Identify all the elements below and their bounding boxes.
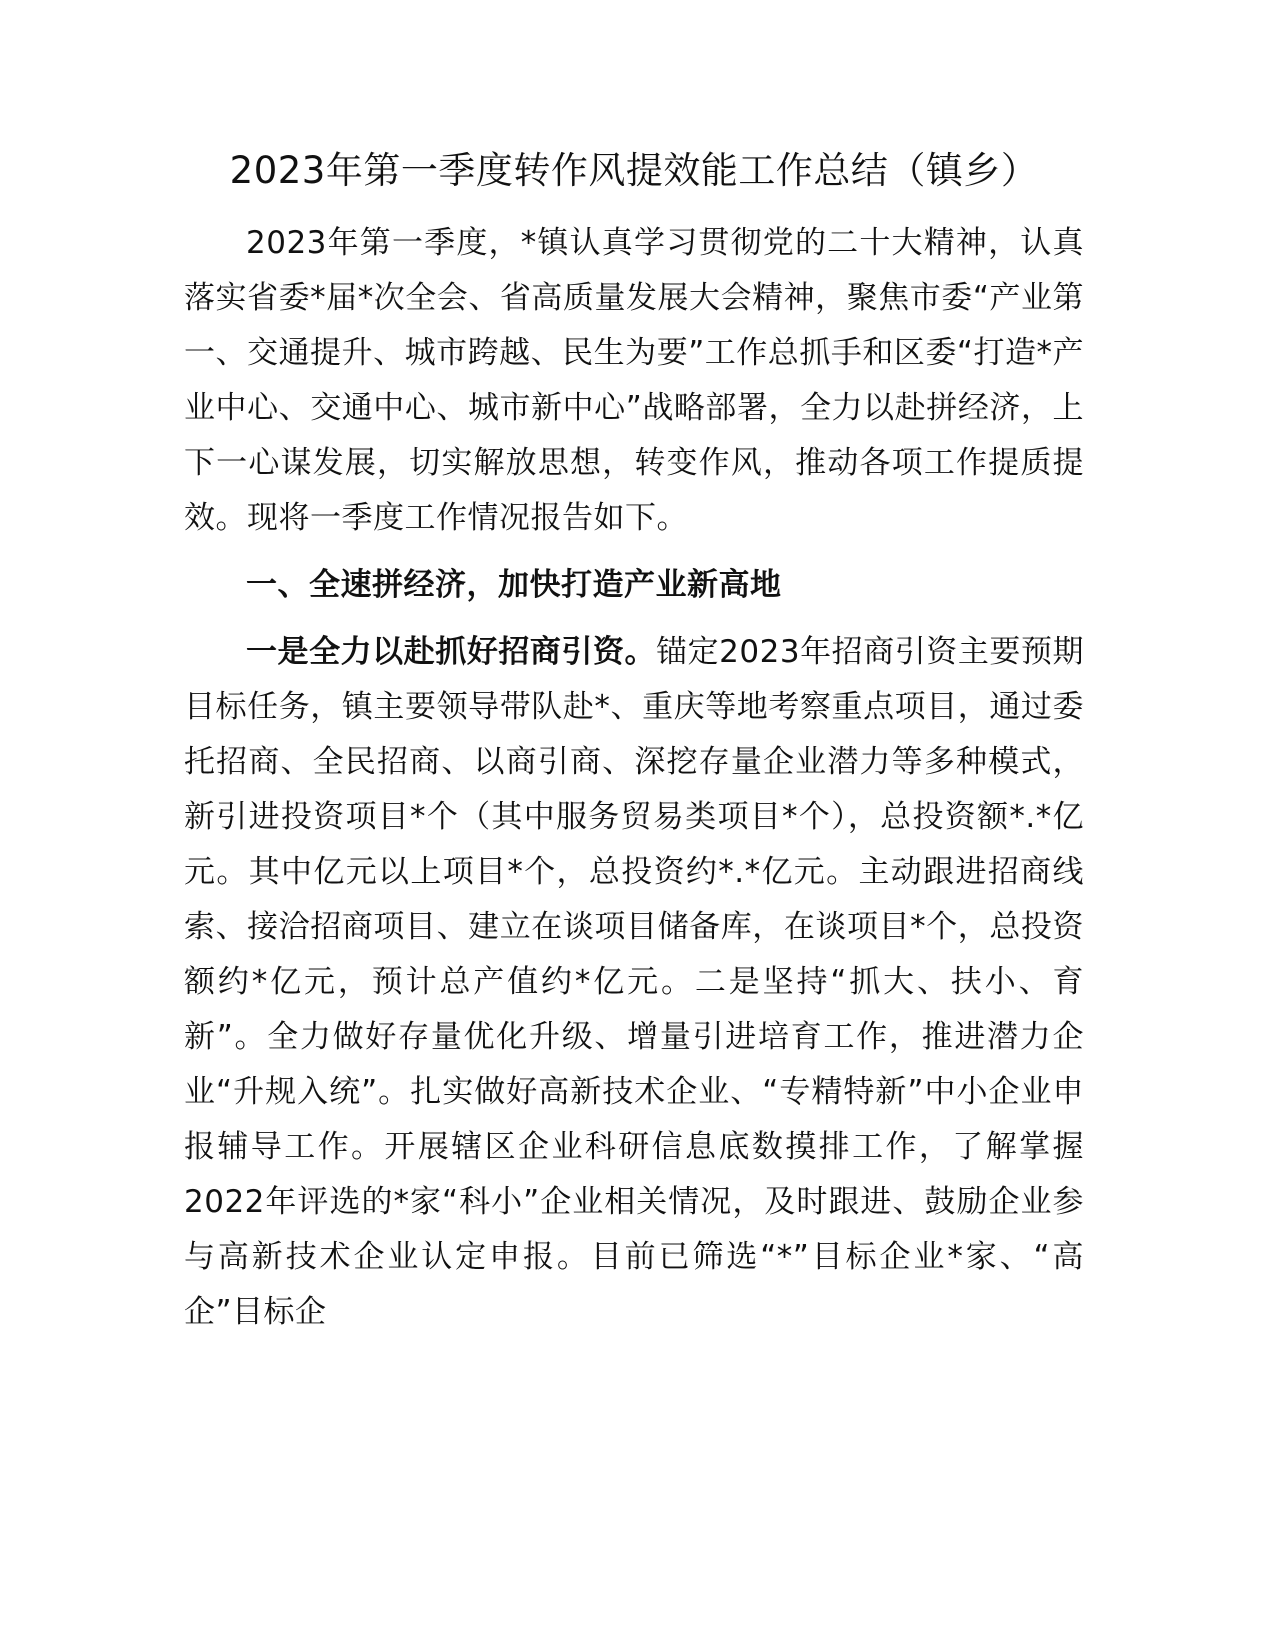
section-heading: 一、全速拼经济，加快打造产业新高地 (246, 567, 782, 603)
intro-paragraph: 2023年第一季度，*镇认真学习贯彻党的二十大精神，认真落实省委*届*次全会、省高质量发展大会精神，聚焦市委“产业第一、交通提升、城市跨越、民生为要”工作总抓手和区委“打造*产业中心、交通中心、城市新中心”战略部署，全力以赴拼经济，上下一心谋发展，切实解放思想，转变作风，推动各项工作提质提效。现将一季度工作情况报告如下。 (184, 225, 1084, 536)
section-lead-sentence: 一是全力以赴抓好招商引资。 (246, 634, 657, 670)
document-title: 2023年第一季度转作风提效能工作总结（镇乡） (229, 149, 1039, 192)
document-page (184, 140, 1084, 1340)
section-paragraph (184, 625, 1084, 1340)
section-body-text: 锚定2023年招商引资主要预期目标任务，镇主要领导带队赴*、重庆等地考察重点项目，通过委托招商、全民招商、以商引商、深挖存量企业潜力等多种模式，新引进投资项目*个（其中服务贸易类项目*个），总投资额*.*亿元。其中亿元以上项目*个，总投资约*.*亿元。主动跟进招商线索、接洽招商项目、建立在谈项目储备库，在谈项目*个，总投资额约*亿元，预计总产值约*亿元。二是坚持“抓大、扶小、育新”。全力做好存量优化升级、增量引进培育工作，推进潜力企业“升规入统”。扎实做好高新技术企业、“专精特新”中小企业申报辅导工作。开展辖区企业科研信息底数摸排工作，了解掌握2022年评选的*家“科小”企业相关情况，及时跟进、鼓励企业参与高新技术企业认定申报。目前已筛选“*”目标企业*家、“高企”目标企 (184, 634, 1084, 1330)
